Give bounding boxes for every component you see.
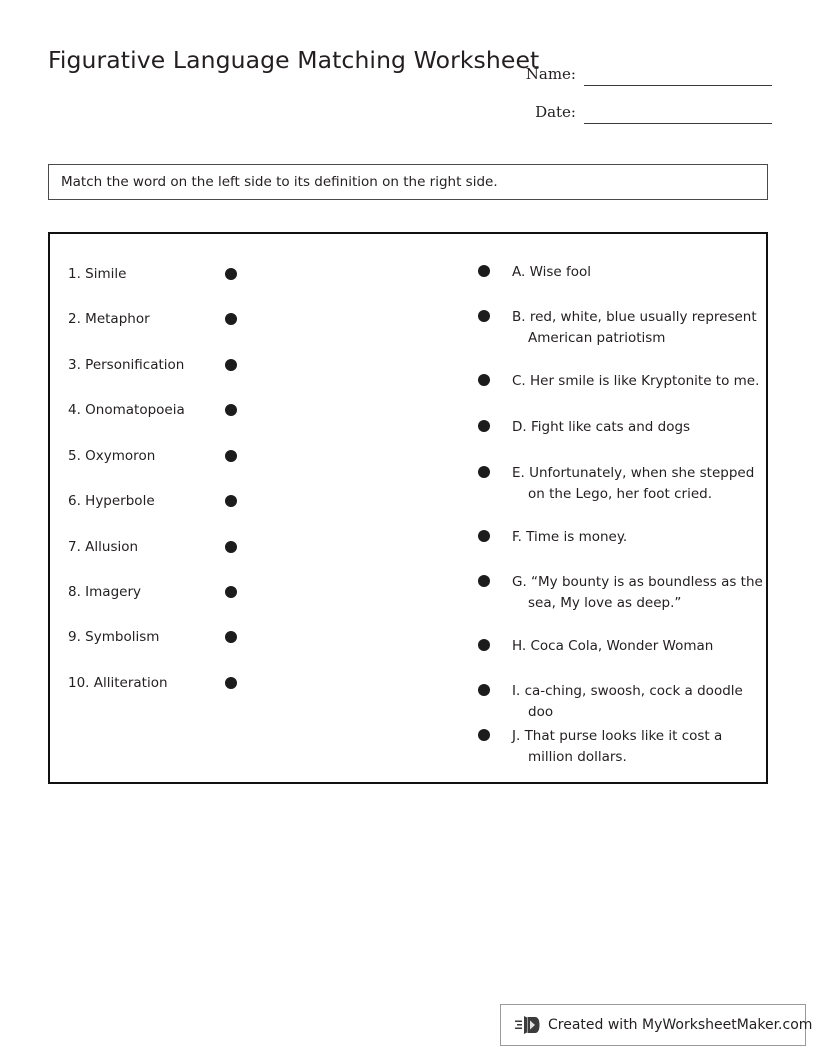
matching-right-item[interactable] (478, 463, 768, 504)
matching-left-label: 5. Oxymoron (68, 448, 156, 464)
matching-left-item[interactable] (68, 264, 368, 284)
bullet-dot-icon (225, 313, 237, 325)
matching-right-label: C. Her smile is like Kryptonite to me. (512, 373, 760, 389)
bullet-dot-icon (225, 268, 237, 280)
matching-right-dot[interactable] (478, 684, 490, 696)
page-title: Figurative Language Matching Worksheet (48, 46, 540, 74)
bullet-dot-icon (478, 639, 490, 651)
bullet-dot-icon (225, 631, 237, 643)
matching-left-dot[interactable] (225, 586, 237, 598)
matching-right-label: A. Wise fool (512, 264, 592, 280)
matching-left-item[interactable] (68, 537, 368, 557)
matching-left-label: 4. Onomatopoeia (68, 402, 185, 418)
date-label: Date: (535, 103, 576, 121)
matching-right-label: J. That purse looks like it cost a million dollars. (512, 728, 723, 765)
matching-right-label: D. Fight like cats and dogs (512, 419, 691, 435)
matching-right-dot[interactable] (478, 530, 490, 542)
matching-left-dot[interactable] (225, 541, 237, 553)
matching-right-dot[interactable] (478, 575, 490, 587)
matching-right-item[interactable] (478, 636, 768, 657)
matching-left-item[interactable] (68, 491, 368, 511)
matching-right-label: B. red, white, blue usually represent American patriotism (512, 309, 757, 346)
matching-left-item[interactable] (68, 627, 368, 647)
matching-left-label: 2. Metaphor (68, 311, 150, 327)
matching-right-item[interactable] (478, 307, 768, 348)
matching-left-label: 6. Hyperbole (68, 493, 155, 509)
matching-left-label: 1. Simile (68, 266, 127, 282)
matching-left-item[interactable] (68, 582, 368, 602)
matching-right-label: G. “My bounty is as boundless as the sea, My love as deep.” (512, 574, 763, 611)
bullet-dot-icon (478, 265, 490, 277)
bullet-dot-icon (225, 586, 237, 598)
matching-left-label: 10. Alliteration (68, 675, 168, 691)
matching-right-dot[interactable] (478, 639, 490, 651)
matching-left-label: 3. Personification (68, 357, 185, 373)
matching-left-item[interactable] (68, 309, 368, 329)
matching-left-dot[interactable] (225, 450, 237, 462)
matching-right-item[interactable] (478, 417, 768, 438)
matching-left-dot[interactable] (225, 404, 237, 416)
matching-right-dot[interactable] (478, 310, 490, 322)
matching-right-item[interactable] (478, 527, 768, 548)
page-header (0, 0, 816, 140)
matching-left-label: 9. Symbolism (68, 629, 160, 645)
footer-badge (500, 1004, 813, 1046)
bullet-dot-icon (478, 684, 490, 696)
matching-left-dot[interactable] (225, 268, 237, 280)
matching-right-item[interactable] (478, 681, 768, 722)
matching-right-column (390, 234, 770, 782)
bullet-dot-icon (225, 495, 237, 507)
bullet-dot-icon (478, 530, 490, 542)
bullet-dot-icon (478, 466, 490, 478)
matching-left-dot[interactable] (225, 631, 237, 643)
matching-right-dot[interactable] (478, 729, 490, 741)
bullet-dot-icon (225, 404, 237, 416)
matching-left-item[interactable] (68, 400, 368, 420)
footer-badge-text: Created with MyWorksheetMaker.com (548, 1017, 813, 1033)
matching-right-dot[interactable] (478, 374, 490, 386)
matching-left-item[interactable] (68, 446, 368, 466)
matching-left-label: 7. Allusion (68, 539, 139, 555)
bullet-dot-icon (478, 374, 490, 386)
date-input-line[interactable] (584, 101, 772, 124)
matching-right-label: F. Time is money. (512, 529, 628, 545)
bullet-dot-icon (478, 420, 490, 432)
bullet-dot-icon (478, 310, 490, 322)
matching-left-dot[interactable] (225, 677, 237, 689)
matching-left-dot[interactable] (225, 495, 237, 507)
bullet-dot-icon (225, 541, 237, 553)
worksheet-maker-logo-icon (515, 1013, 541, 1037)
matching-left-label: 8. Imagery (68, 584, 141, 600)
instruction-box (48, 164, 768, 200)
matching-right-item[interactable] (478, 726, 768, 767)
matching-right-label: E. Unfortunately, when she stepped on the Lego, her foot cried. (512, 465, 755, 502)
matching-right-label: H. Coca Cola, Wonder Woman (512, 638, 714, 654)
bullet-dot-icon (225, 450, 237, 462)
name-date-fields (504, 48, 772, 124)
matching-left-item[interactable] (68, 673, 368, 693)
matching-box (48, 232, 768, 784)
matching-left-dot[interactable] (225, 313, 237, 325)
bullet-dot-icon (478, 575, 490, 587)
matching-right-item[interactable] (478, 262, 768, 283)
bullet-dot-icon (225, 359, 237, 371)
matching-right-dot[interactable] (478, 265, 490, 277)
matching-right-dot[interactable] (478, 420, 490, 432)
name-label: Name: (525, 65, 576, 83)
matching-left-item[interactable] (68, 355, 368, 375)
name-row (504, 48, 772, 86)
date-row (504, 86, 772, 124)
name-input-line[interactable] (584, 63, 772, 86)
matching-right-label: I. ca-ching, swoosh, cock a doodle doo (512, 683, 743, 720)
matching-right-item[interactable] (478, 371, 768, 392)
matching-left-dot[interactable] (225, 359, 237, 371)
bullet-dot-icon (478, 729, 490, 741)
matching-left-column (50, 234, 390, 782)
matching-right-item[interactable] (478, 572, 768, 613)
instruction-text: Match the word on the left side to its definition on the right side. (61, 174, 498, 190)
bullet-dot-icon (225, 677, 237, 689)
matching-right-dot[interactable] (478, 466, 490, 478)
